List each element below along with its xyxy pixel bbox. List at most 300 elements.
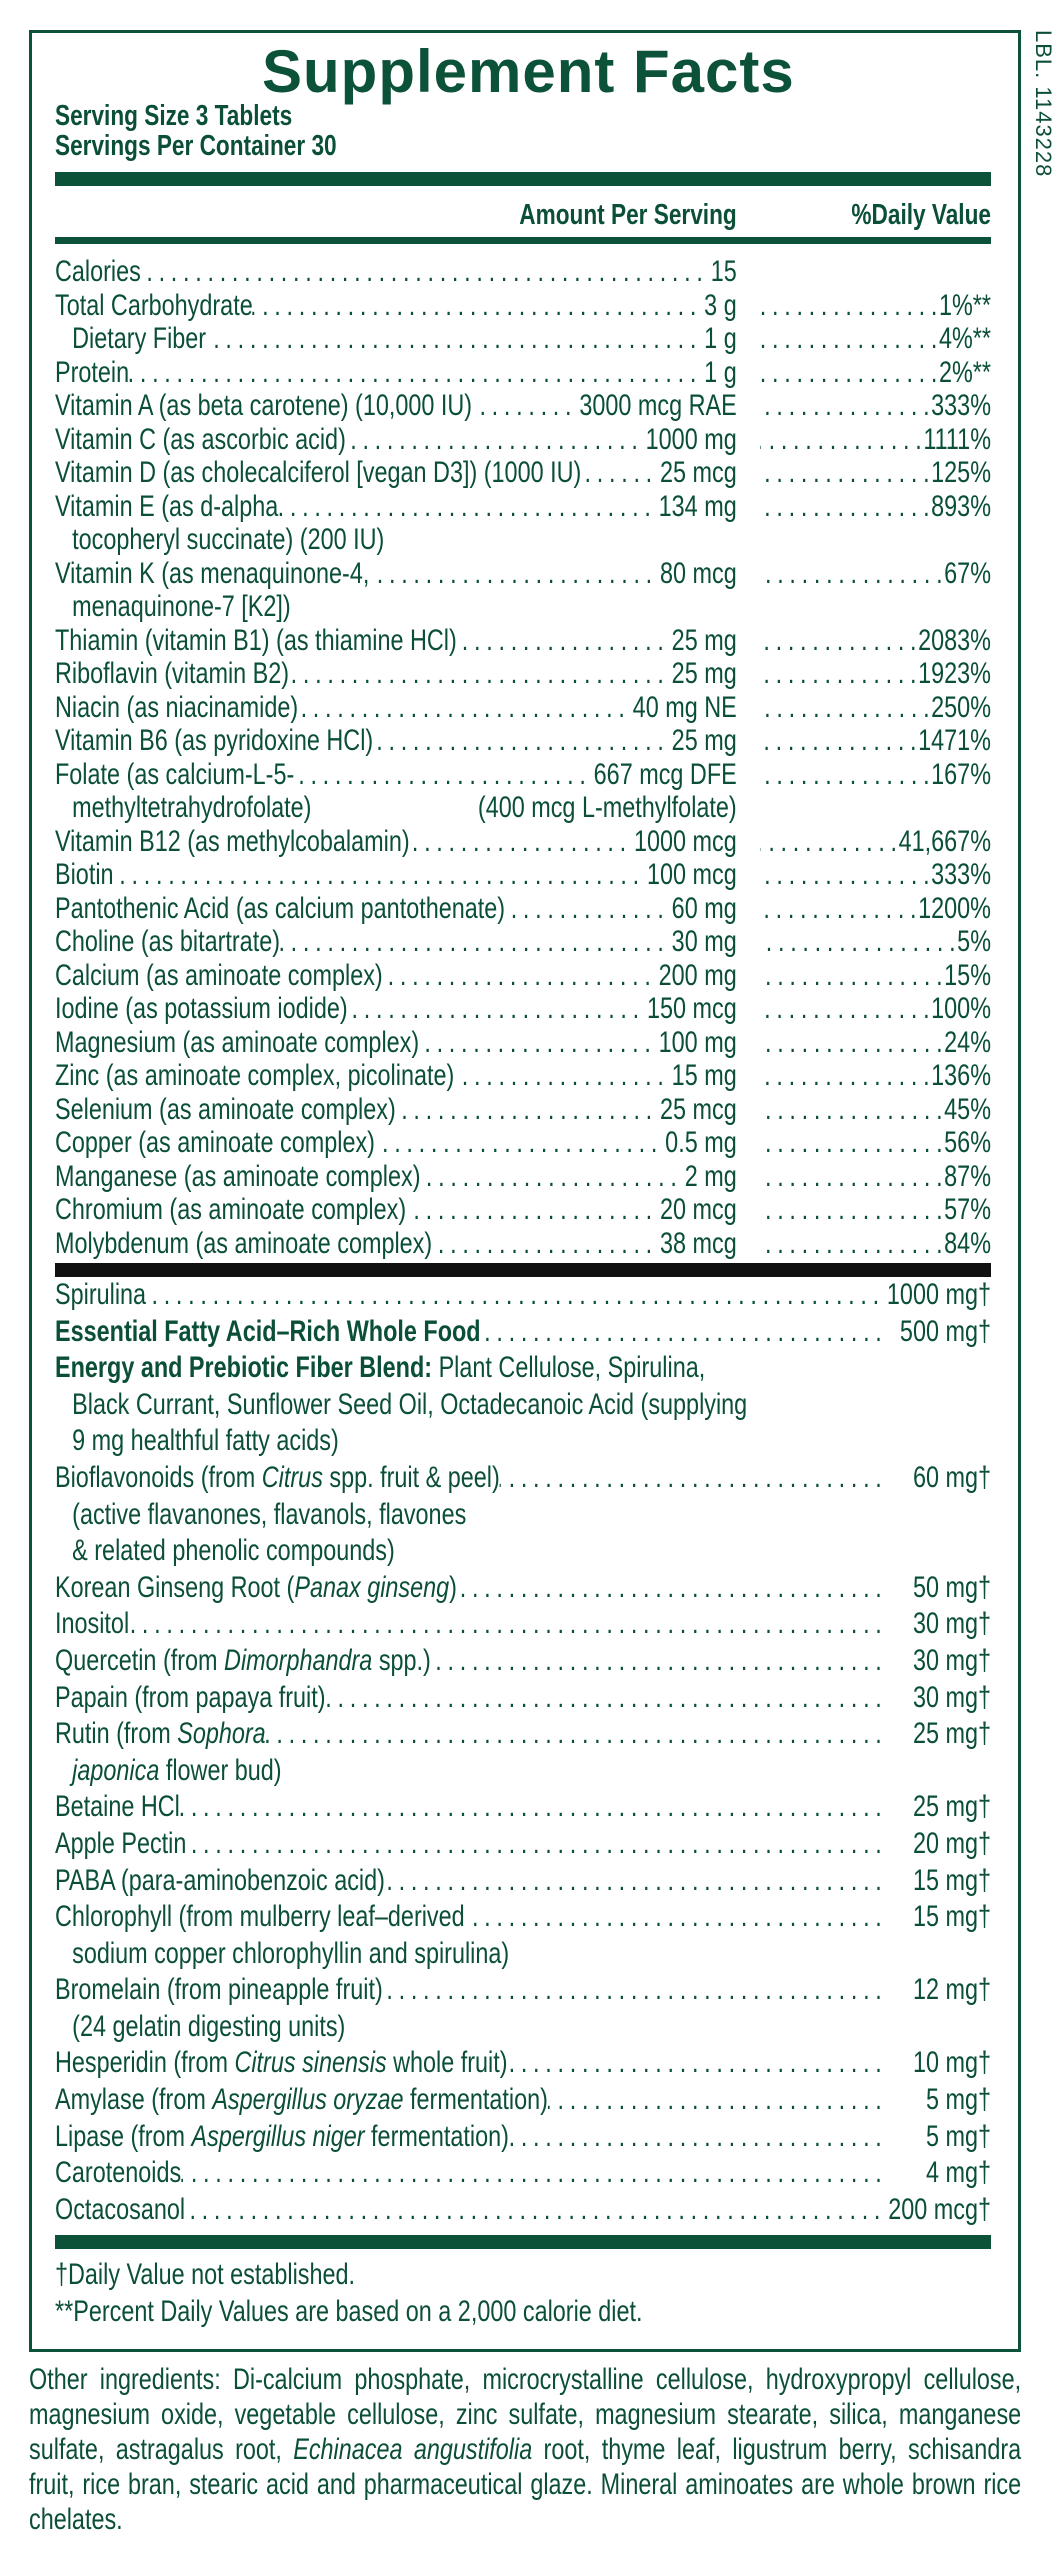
dot-leader [500, 1460, 884, 1497]
nutrient-amount: 200 mg [658, 958, 737, 992]
ingredient-row [55, 1789, 991, 1826]
dot-leader [266, 1716, 884, 1753]
nutrient-amount: 0.5 mg [665, 1126, 737, 1159]
daily-value-cell [737, 289, 991, 323]
nutrient-name: Vitamin A (as beta carotene) (10,000 IU) [55, 389, 473, 422]
dot-leader [278, 490, 652, 524]
dot-leader [457, 624, 666, 658]
text-segment: Octacosanol [55, 2192, 186, 2226]
ingredient-name-continued [55, 2009, 991, 2046]
ingredient-row [55, 1863, 991, 1900]
bottom-divider [55, 2235, 991, 2249]
daily-value: 1471% [918, 724, 991, 757]
dot-leader [431, 1643, 884, 1680]
ingredient-name [55, 1863, 385, 1900]
daily-value-cell [737, 1126, 991, 1160]
nutrient-amount-cell [55, 389, 737, 423]
nutrient-amount: 60 mg [671, 891, 737, 925]
daily-value-cell [737, 456, 991, 490]
text-segment: PABA (para-aminobenzoic acid) [55, 1863, 385, 1897]
nutrient-name: Magnesium (as aminoate complex) [55, 1025, 420, 1059]
nutrient-name: Vitamin K (as menaquinone-4, [55, 556, 370, 590]
text-segment: (active flavanones, flavanols, flavones [72, 1497, 467, 1531]
ingredient-name [55, 2119, 509, 2156]
ingredient-amount: 25 mg† [912, 1717, 991, 1751]
daily-value: 136% [931, 1059, 991, 1092]
dot-leader [186, 1826, 883, 1863]
ingredient-name [55, 1277, 146, 1314]
nutrient-amount: 15 mg [671, 1059, 737, 1092]
serving-size: Serving Size 3 Tablets [55, 100, 293, 132]
dot-leader [760, 456, 931, 490]
ingredient-name [55, 2082, 548, 2119]
dot-leader [185, 2192, 882, 2229]
nutrient-row [55, 992, 991, 1026]
ingredient-amount: 15 mg† [912, 1900, 991, 1934]
daily-value-cell [737, 557, 991, 591]
dot-leader [760, 992, 931, 1026]
dot-leader [505, 892, 665, 926]
nutrient-continuation [55, 590, 737, 624]
nutrient-name: Thiamin (vitamin B1) (as thiamine HCl) [55, 623, 457, 657]
daily-value: 1923% [918, 657, 991, 690]
text-segment: Betaine HCl [55, 1790, 180, 1824]
nutrient-amount: 667 mcg DFE [593, 757, 737, 791]
ingredient-name [55, 1899, 465, 1936]
dot-leader [410, 825, 628, 859]
serving-info [55, 101, 337, 161]
daily-value: 2%** [938, 355, 991, 389]
nutrient-row [55, 1093, 991, 1127]
dot-leader [396, 1093, 654, 1127]
nutrient-row [55, 758, 991, 792]
dot-leader [760, 1093, 944, 1127]
nutrient-row [55, 1227, 991, 1261]
dot-leader [508, 2045, 884, 2082]
ingredient-row [55, 2155, 991, 2192]
nutrient-name: Vitamin D (as cholecalciferol [vegan D3]) (1000 IU) [55, 456, 582, 489]
nutrient-row [55, 490, 991, 524]
nutrient-amount-cell [55, 322, 737, 356]
dot-leader [760, 1126, 944, 1160]
daily-value: 333% [931, 389, 991, 422]
nutrient-amount-cell [55, 1227, 737, 1261]
ingredient-name-continued [55, 1533, 991, 1570]
dot-leader [760, 758, 931, 792]
daily-value-cell [737, 389, 991, 423]
nutrient-name: Biotin [55, 858, 114, 891]
ingredient-name [55, 1460, 500, 1497]
text-segment: fermentation) [403, 2083, 548, 2117]
nutrient-row [55, 1160, 991, 1194]
dot-leader [760, 691, 931, 725]
dot-leader [760, 1193, 944, 1227]
daily-value: 67% [944, 556, 991, 590]
nutrient-row [55, 255, 991, 289]
nutrient-amount-cell [55, 758, 737, 792]
dot-leader [760, 959, 944, 993]
text-segment: Spirulina [55, 1278, 147, 1311]
servings-per-container: Servings Per Container 30 [55, 130, 337, 162]
ingredient-name-continued [55, 1753, 991, 1790]
dot-leader [760, 322, 939, 356]
panel-title: Supplement Facts [262, 38, 795, 105]
italic-text: japonica [72, 1753, 160, 1787]
daily-value: 333% [931, 858, 991, 891]
daily-value: 167% [931, 757, 991, 791]
nutrient-name: Vitamin B12 (as methylcobalamin) [55, 824, 410, 858]
ingredient-amount: 50 mg† [912, 1570, 991, 1604]
text-segment: (24 gelatin digesting units) [72, 2009, 346, 2043]
ingredient-row [55, 1606, 991, 1643]
dot-leader [406, 1193, 654, 1227]
nutrient-row [55, 423, 991, 457]
dot-leader [298, 691, 626, 725]
thin-divider [55, 237, 991, 244]
ingredient-name [55, 1570, 457, 1607]
ingredient-name [55, 1789, 180, 1826]
ingredient-row [55, 1314, 991, 1351]
nutrient-amount-cell [55, 1126, 737, 1160]
daily-value-cell [737, 322, 991, 356]
daily-value-cell [737, 691, 991, 725]
dot-leader [141, 255, 705, 289]
dot-leader [760, 925, 957, 959]
nutrient-name: Dietary Fiber [72, 322, 207, 355]
dot-leader [289, 657, 665, 691]
dot-leader [129, 1606, 883, 1643]
ingredient-amount: 20 mg† [912, 1826, 991, 1860]
nutrient-continuation [55, 791, 737, 825]
dot-leader [383, 959, 653, 993]
ingredient-amount: 12 mg† [912, 1973, 991, 2007]
daily-value: 1%** [938, 288, 991, 322]
daily-value-cell [737, 1059, 991, 1093]
dot-leader [760, 724, 918, 758]
dot-leader [465, 1899, 884, 1936]
daily-value: 2083% [918, 623, 991, 657]
dot-leader [346, 423, 640, 457]
ingredient-row [55, 1643, 991, 1680]
nutrient-continuation [55, 523, 737, 557]
nutrient-row [55, 1193, 991, 1227]
ingredient-name [55, 1716, 266, 1753]
footnotes [55, 2256, 643, 2330]
nutrient-amount-cell [55, 1160, 737, 1194]
text-segment: Amylase (from [55, 2083, 213, 2117]
daily-value-header: %Daily Value [851, 199, 991, 231]
daily-value: 5% [957, 925, 991, 958]
nutrient-amount-cell [55, 1059, 737, 1093]
blend-text: Black Currant, Sunflower Seed Oil, Octadecanoic Acid (supplying [72, 1387, 748, 1421]
ingredient-row [55, 1460, 991, 1497]
ingredient-name [55, 2155, 181, 2192]
nutrient-name: Iodine (as potassium iodide) [55, 992, 348, 1025]
dot-leader [760, 490, 931, 524]
nutrient-amount: 20 mcg [659, 1193, 737, 1226]
nutrient-name: Manganese (as aminoate complex) [55, 1159, 421, 1193]
italic-text: Dimorphandra [224, 1643, 373, 1677]
dot-leader [419, 1026, 652, 1060]
blend-row [55, 1350, 991, 1387]
nutrient-amount-cell [55, 657, 737, 691]
dot-leader [472, 389, 573, 423]
italic-text: Aspergillus niger [191, 2119, 365, 2153]
ingredient-row [55, 1277, 991, 1314]
text-segment: Essential Fatty Acid–Rich Whole Food [55, 1314, 481, 1348]
nutrient-row [55, 1059, 991, 1093]
blend-text: 9 mg healthful fatty acids) [72, 1424, 339, 1458]
ingredient-amount: 30 mg† [912, 1643, 991, 1677]
daily-value-cell [737, 959, 991, 993]
text-segment: fermentation) [364, 2119, 509, 2153]
nutrient-name: Molybdenum (as aminoate complex) [55, 1226, 433, 1260]
nutrient-row [55, 624, 991, 658]
nutrient-amount-cell [55, 959, 737, 993]
dot-leader [760, 356, 939, 390]
nutrient-row [55, 1126, 991, 1160]
nutrient-name: Protein [55, 355, 130, 389]
ingredient-row [55, 1680, 991, 1717]
nutrient-row [55, 356, 991, 390]
amount-per-serving-header: Amount Per Serving [519, 199, 737, 231]
dot-leader [760, 1160, 944, 1194]
nutrient-name-continued: tocopheryl succinate) (200 IU) [72, 523, 385, 556]
nutrient-amount-cell [55, 825, 737, 859]
nutrient-amount: 2 mg [684, 1159, 737, 1193]
nutrient-amount: 150 mcg [646, 992, 737, 1025]
nutrient-amount-cell [55, 925, 737, 959]
nutrient-amount: 38 mcg [659, 1226, 737, 1260]
nutrient-amount: 1 g [704, 355, 737, 389]
daily-value-cell [737, 356, 991, 390]
dot-leader [383, 1972, 884, 2009]
daily-value-cell [737, 1227, 991, 1261]
nutrient-amount: 40 mg NE [632, 690, 737, 724]
nutrient-name: Chromium (as aminoate complex) [55, 1193, 407, 1226]
dot-leader [180, 1789, 883, 1826]
ingredient-amount: 25 mg† [912, 1790, 991, 1824]
nutrient-table [55, 255, 991, 1260]
blend-label: Energy and Prebiotic Fiber Blend: [55, 1351, 433, 1385]
dot-leader [454, 1059, 665, 1093]
nutrient-row [55, 1026, 991, 1060]
nutrient-amount: 3000 mcg RAE [579, 389, 737, 422]
nutrient-row [55, 925, 991, 959]
dot-leader [348, 992, 641, 1026]
nutrient-name: Niacin (as niacinamide) [55, 690, 299, 724]
nutrient-amount: 3 g [704, 288, 737, 322]
ingredient-row [55, 1826, 991, 1863]
dot-leader [760, 289, 939, 323]
dot-leader [760, 892, 918, 926]
ingredient-amount: 15 mg† [912, 1863, 991, 1897]
nutrient-amount: 134 mg [658, 489, 737, 523]
ingredient-name [55, 1314, 481, 1351]
italic-text: Echinacea angustifolia [293, 2433, 533, 2466]
daily-value: 41,667% [898, 824, 991, 858]
footnote-percent: **Percent Daily Values are based on a 2,000 calorie diet. [55, 2295, 643, 2328]
ingredient-name-continued [55, 1497, 991, 1534]
dot-leader [369, 557, 653, 591]
dot-leader [760, 557, 944, 591]
text-segment: ) [449, 1570, 457, 1604]
daily-value: 84% [944, 1226, 991, 1260]
daily-value-cell [737, 657, 991, 691]
daily-value-cell [737, 925, 991, 959]
dot-leader [760, 1026, 944, 1060]
ingredient-amount: 30 mg† [912, 1607, 991, 1641]
nutrient-amount-cell [55, 456, 737, 490]
ingredient-row [55, 1899, 991, 1936]
ingredient-row [55, 1716, 991, 1753]
ingredient-amount: 500 mg† [899, 1314, 991, 1348]
daily-value-cell [737, 423, 991, 457]
text-segment: & related phenolic compounds) [72, 1534, 395, 1568]
daily-value-cell [737, 825, 991, 859]
daily-value-cell [737, 1160, 991, 1194]
nutrient-amount-cell [55, 691, 737, 725]
daily-value-cell [737, 724, 991, 758]
ingredient-amount: 10 mg† [912, 2046, 991, 2080]
daily-value: 4%** [938, 322, 991, 355]
nutrient-name: Folate (as calcium-L-5- [55, 757, 295, 791]
ingredient-amount: 5 mg† [925, 2119, 991, 2153]
dot-leader [385, 1863, 883, 1900]
ingredient-row [55, 2082, 991, 2119]
ingredient-name [55, 1643, 431, 1680]
daily-value-cell [737, 624, 991, 658]
daily-value: 893% [931, 489, 991, 523]
dot-leader [760, 858, 931, 892]
dot-leader [581, 456, 653, 490]
text-segment: Apple Pectin [55, 1826, 187, 1860]
nutrient-row [55, 691, 991, 725]
daily-value: 125% [931, 456, 991, 489]
text-segment: Papain (from papaya fruit) [55, 1680, 326, 1714]
nutrient-name: Vitamin B6 (as pyridoxine HCl) [55, 724, 374, 757]
nutrient-amount-cell [55, 992, 737, 1026]
nutrient-amount: 25 mg [671, 724, 737, 757]
nutrient-amount-cell [55, 255, 737, 289]
ingredient-name [55, 1972, 383, 2009]
other-ingredients [29, 2362, 1021, 2537]
nutrient-amount-cell [55, 624, 737, 658]
text-segment: Chlorophyll (from mulberry leaf–derived [55, 1900, 465, 1934]
nutrient-name: Selenium (as aminoate complex) [55, 1092, 396, 1126]
nutrient-amount: 1000 mcg [633, 824, 737, 858]
italic-text: Citrus [261, 1460, 323, 1494]
text-segment: Carotenoids [55, 2156, 182, 2190]
nutrient-name-continued: methyltetrahydrofolate) [72, 791, 312, 824]
nutrient-amount-cell [55, 557, 737, 591]
nutrient-row [55, 389, 991, 423]
ingredient-amount: 5 mg† [925, 2083, 991, 2117]
nutrient-amount-cell [55, 356, 737, 390]
nutrient-amount: 100 mg [658, 1025, 737, 1059]
dot-leader [760, 1227, 944, 1261]
nutrient-amount: 25 mcg [659, 1092, 737, 1126]
nutrient-amount-cell [55, 1093, 737, 1127]
other-ingredients-table [55, 1277, 991, 2228]
thick-divider [55, 172, 991, 186]
text-segment: Korean Ginseng Root ( [55, 1570, 295, 1604]
ingredient-name [55, 1826, 186, 1863]
dot-leader [548, 2082, 883, 2119]
dot-leader [294, 758, 587, 792]
nutrient-amount-cell [55, 1026, 737, 1060]
ingredient-name [55, 1606, 129, 1643]
nutrient-amount-cell [55, 858, 737, 892]
nutrient-row [55, 858, 991, 892]
ingredient-amount: 30 mg† [912, 1680, 991, 1714]
nutrient-name: Vitamin E (as d-alpha [55, 489, 279, 523]
ingredient-amount: 4 mg† [925, 2156, 991, 2190]
text-segment: Rutin (from [55, 1717, 178, 1751]
nutrient-amount: 25 mg [671, 623, 737, 657]
ingredient-name-continued [55, 1936, 991, 1973]
daily-value-cell [737, 758, 991, 792]
nutrient-row [55, 557, 991, 591]
nutrient-amount: 25 mcg [659, 456, 737, 489]
dot-leader [432, 1227, 654, 1261]
daily-value-cell [737, 992, 991, 1026]
nutrient-row [55, 724, 991, 758]
blend-text: Plant Cellulose, Spirulina, [438, 1351, 706, 1385]
italic-text: Panax ginseng [294, 1570, 450, 1604]
daily-value-cell [737, 1193, 991, 1227]
nutrient-name: Vitamin C (as ascorbic acid) [55, 422, 346, 456]
text-segment: Bromelain (from pineapple fruit) [55, 1973, 383, 2007]
daily-value: 56% [944, 1126, 991, 1159]
dot-leader [129, 356, 698, 390]
nutrient-row [55, 959, 991, 993]
text-segment: root, thyme leaf, ligustrum berry, schisandra fruit, rice bran, stearic acid and pharmaceutical glaze. Mineral aminoates are whole brown rice chelates. [29, 2433, 1022, 2536]
daily-value: 15% [944, 958, 991, 992]
nutrient-amount-note: (400 mcg L-methylfolate) [477, 791, 737, 824]
dot-leader [280, 925, 665, 959]
daily-value: 1111% [923, 422, 991, 456]
ingredient-name [55, 2045, 508, 2082]
dot-leader [375, 1126, 659, 1160]
ingredient-name [55, 2192, 185, 2229]
nutrient-name: Copper (as aminoate complex) [55, 1126, 375, 1159]
dot-leader [146, 1277, 881, 1314]
daily-value-cell [737, 1026, 991, 1060]
dot-leader [760, 825, 898, 859]
nutrient-amount-cell [55, 892, 737, 926]
text-segment: Inositol [55, 1607, 130, 1641]
text-segment: whole fruit) [386, 2046, 508, 2080]
nutrient-row [55, 825, 991, 859]
nutrient-amount-cell [55, 490, 737, 524]
daily-value: 100% [931, 992, 991, 1025]
dot-leader [760, 423, 923, 457]
label-code: LBL. 1143228 [1031, 30, 1056, 178]
nutrient-amount: 80 mcg [659, 556, 737, 590]
text-segment: Quercetin (from [55, 1643, 225, 1677]
ingredient-row [55, 1972, 991, 2009]
text-segment: sodium copper chlorophyllin and spirulina) [72, 1936, 510, 1970]
nutrient-name: Calories [55, 255, 141, 288]
dot-leader [326, 1680, 884, 1717]
dot-leader [457, 1570, 883, 1607]
nutrient-name: Total Carbohydrate [55, 288, 253, 322]
dot-leader [181, 2155, 883, 2192]
italic-text: Aspergillus oryzae [212, 2083, 404, 2117]
text-segment: spp. fruit & peel) [322, 1460, 500, 1494]
nutrient-name-continued: menaquinone-7 [K2]) [72, 590, 291, 623]
